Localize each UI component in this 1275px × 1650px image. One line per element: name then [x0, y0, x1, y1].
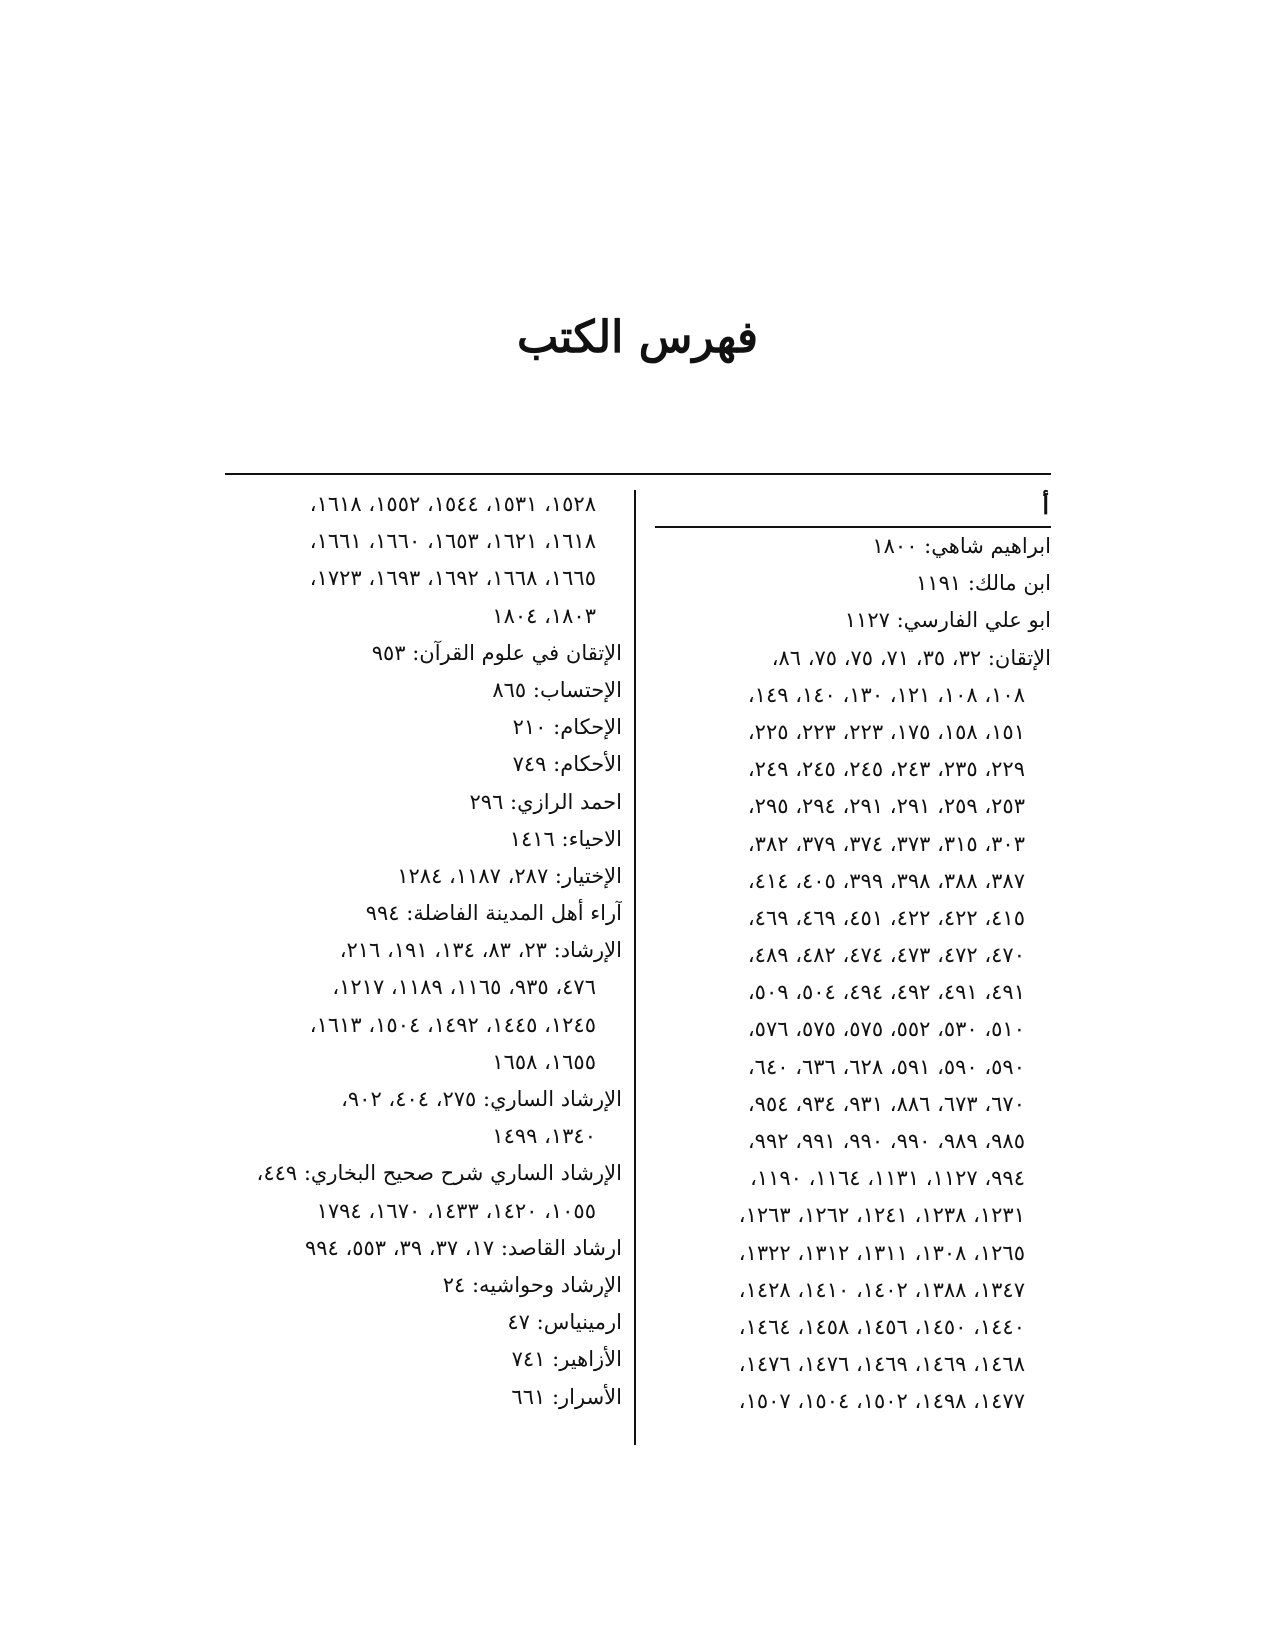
index-entry-continuation: ١٤٧٧، ١٤٩٨، ١٥٠٢، ١٥٠٤، ١٥٠٧،	[738, 1389, 1025, 1414]
index-entry-continuation: ٤٧٠، ٤٧٢، ٤٧٣، ٤٧٤، ٤٨٢، ٤٨٩،	[747, 943, 1025, 968]
index-entry: الإرشاد وحواشيه: ٢٤	[442, 1272, 622, 1297]
index-entry-continuation: ١٠٨، ١٠٨، ١٢١، ١٣٠، ١٤٠، ١٤٩،	[747, 682, 1025, 707]
index-entry-continuation: ٩٩٤، ١١٢٧، ١١٣١، ١١٦٤، ١١٩٠،	[750, 1166, 1025, 1191]
index-entry: آراء أهل المدينة الفاضلة: ٩٩٤	[365, 901, 622, 926]
index-entry: الأحكام: ٧٤٩	[512, 752, 622, 777]
index-entry-continuation: ١٢٤٥، ١٤٤٥، ١٤٩٢، ١٥٠٤، ١٦١٣،	[309, 1012, 596, 1037]
index-entry: الإتقان في علوم القرآن: ٩٥٣	[371, 640, 622, 665]
index-entry: الإرشاد الساري: ٢٧٥، ٤٠٤، ٩٠٢،	[341, 1087, 622, 1111]
index-entry-continuation: ١٥١، ١٥٨، ١٧٥، ٢٢٣، ٢٢٣، ٢٢٥،	[747, 719, 1025, 744]
index-entry-continuation: ١٨٠٣، ١٨٠٤	[492, 603, 596, 628]
index-column-right	[655, 486, 1051, 1421]
top-rule	[225, 473, 1051, 475]
index-entry-continuation: ١٦١٨، ١٦٢١، ١٦٥٣، ١٦٦٠، ١٦٦١،	[309, 529, 596, 554]
index-entry-continuation: ١٥٢٨، ١٥٣١، ١٥٤٤، ١٥٥٢، ١٦١٨،	[309, 492, 596, 516]
index-entry: الإرشاد: ٢٣، ٨٣، ١٣٤، ١٩١، ٢١٦،	[339, 938, 622, 963]
index-entry: الأسرار: ٦٦١	[511, 1384, 622, 1409]
index-entry: الأزاهير: ٧٤١	[511, 1347, 622, 1372]
index-entry: ابو علي الفارسي: ١١٢٧	[844, 608, 1051, 633]
index-entry: الإحكام: ٢١٠	[512, 715, 622, 740]
index-entry: ابراهيم شاهي: ١٨٠٠	[872, 534, 1051, 558]
index-entry-continuation: ١٠٥٥، ١٤٢٠، ١٤٣٣، ١٦٧٠، ١٧٩٤	[316, 1198, 596, 1223]
index-entry-continuation: ٣٨٧، ٣٨٨، ٣٩٨، ٣٩٩، ٤٠٥، ٤١٤،	[747, 868, 1025, 893]
index-entry-continuation: ٢٥٣، ٢٥٩، ٢٩١، ٢٩١، ٢٩٤، ٢٩٥،	[747, 794, 1025, 819]
index-entry: احمد الرازي: ٢٩٦	[469, 789, 622, 814]
index-column-left	[225, 486, 622, 1416]
index-entry-continuation: ٥١٠، ٥٣٠، ٥٥٢، ٥٧٥، ٥٧٥، ٥٧٦،	[747, 1017, 1025, 1042]
index-entry-continuation: ١٢٦٥، ١٣٠٨، ١٣١١، ١٣١٢، ١٣٢٢،	[738, 1240, 1025, 1265]
index-entry-continuation: ١٣٤٠، ١٤٩٩	[492, 1124, 596, 1149]
index-entry: الإحتساب: ٨٦٥	[492, 677, 622, 702]
index-entry-continuation: ٩٨٥، ٩٨٩، ٩٩٠، ٩٩٠، ٩٩١، ٩٩٢،	[747, 1129, 1025, 1153]
index-entry-continuation: ٤٧٦، ٩٣٥، ١١٦٥، ١١٨٩، ١٢١٧،	[332, 975, 596, 1000]
index-entry: ارشاد القاصد: ١٧، ٣٧، ٣٩، ٥٥٣، ٩٩٤	[304, 1235, 622, 1260]
index-entry-continuation: ١٦٦٥، ١٦٦٨، ١٦٩٢، ١٦٩٣، ١٧٢٣،	[309, 566, 596, 591]
index-entry-continuation: ٤١٥، ٤٢٢، ٤٢٢، ٤٥١، ٤٦٩، ٤٦٩،	[747, 905, 1025, 930]
index-entry-continuation: ٤٩١، ٤٩١، ٤٩٢، ٤٩٤، ٥٠٤، ٥٠٩،	[747, 980, 1025, 1005]
index-entry: الإختيار: ٢٨٧، ١١٨٧، ١٢٨٤	[397, 863, 622, 888]
index-entry-continuation: ٢٢٩، ٢٣٥، ٢٤٣، ٢٤٥، ٢٤٥، ٢٤٩،	[747, 757, 1025, 782]
index-entry-continuation: ١٤٦٨، ١٤٦٩، ١٤٦٩، ١٤٧٦، ١٤٧٦،	[738, 1352, 1025, 1377]
index-entry-continuation: ١٣٤٧، ١٣٨٨، ١٤٠٢، ١٤١٠، ١٤٢٨،	[738, 1277, 1025, 1302]
index-entry: الإتقان: ٣٢، ٣٥، ٧١، ٧٥، ٧٥، ٨٦،	[771, 645, 1051, 670]
index-entry-continuation: ٦٧٠، ٦٧٣، ٨٨٦، ٩٣١، ٩٣٤، ٩٥٤،	[747, 1091, 1025, 1116]
index-entry-continuation: ١٦٥٥، ١٦٥٨	[492, 1049, 596, 1074]
index-entry: الإرشاد الساري شرح صحيح البخاري: ٤٤٩،	[256, 1161, 622, 1186]
index-entry-continuation: ١٢٣١، ١٢٣٨، ١٢٤١، ١٢٦٢، ١٢٦٣،	[738, 1203, 1025, 1228]
index-entry-continuation: ٥٩٠، ٥٩٠، ٥٩١، ٦٢٨، ٦٣٦، ٦٤٠،	[747, 1054, 1025, 1079]
index-entry-continuation: ٣٠٣، ٣١٥، ٣٧٣، ٣٧٤، ٣٧٩، ٣٨٢،	[747, 831, 1025, 856]
index-entry: ابن مالك: ١١٩١	[916, 571, 1051, 596]
section-letter-alif: أ	[655, 486, 1051, 528]
page-title: فهرس الكتب	[516, 312, 759, 363]
column-divider	[634, 490, 636, 1445]
index-entry-continuation: ١٤٤٠، ١٤٥٠، ١٤٥٦، ١٤٥٨، ١٤٦٤،	[738, 1314, 1025, 1339]
index-entry: الاحياء: ١٤١٦	[509, 826, 622, 851]
index-entry: ارمينياس: ٤٧	[507, 1310, 622, 1335]
